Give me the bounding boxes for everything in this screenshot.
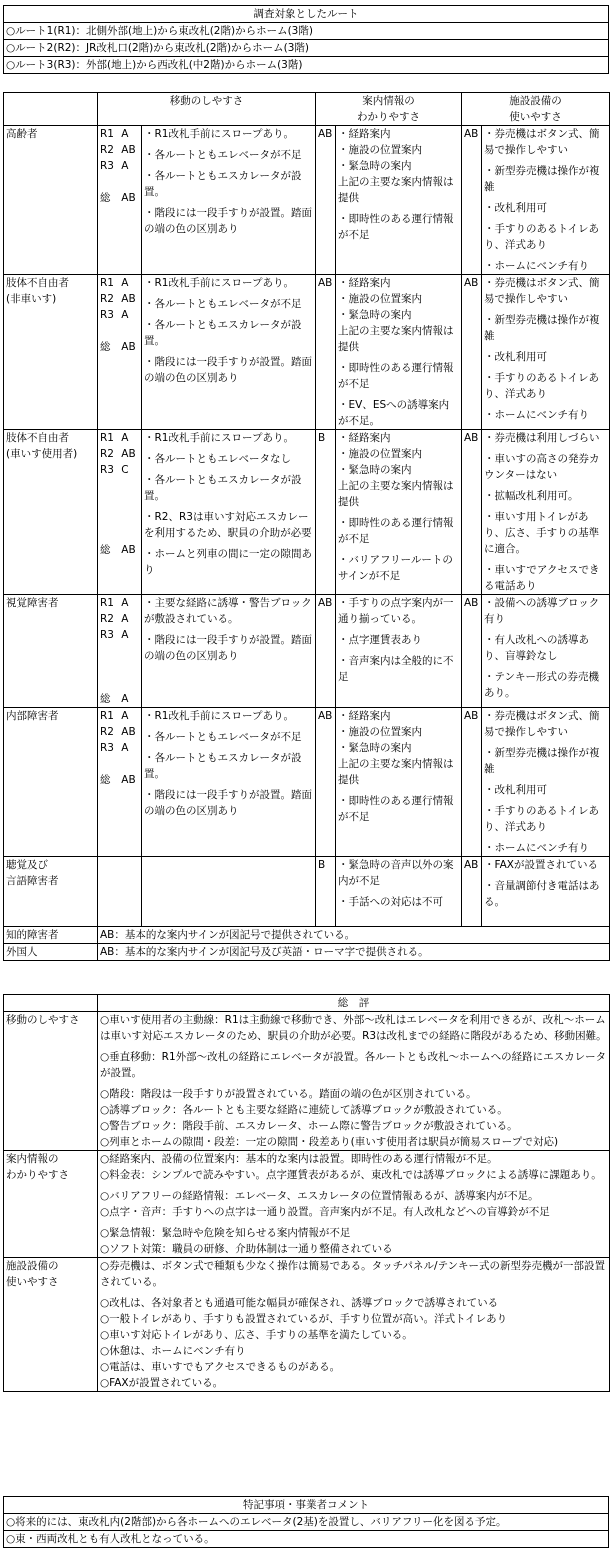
route-rating: A xyxy=(121,128,129,140)
info-grade: B xyxy=(316,857,336,927)
facility-grade: AB xyxy=(462,708,482,857)
facility-note: ・ホームにベンチ有り xyxy=(484,842,589,854)
footer-row xyxy=(4,927,610,944)
facility-note: ・新型券売機は操作が複雑 xyxy=(484,165,600,193)
row-label: 肢体不自由者 (車いす使用者) xyxy=(4,430,98,595)
mobility-note: ・階段には一段手すりが設置。踏面の端の色の区別あり xyxy=(144,789,312,817)
facility-note: ・テンキー形式の券売機あり。 xyxy=(484,671,599,699)
route-name: 総 xyxy=(100,192,111,204)
route-rating: AB xyxy=(121,726,136,738)
summary-paragraph: ○垂直移動：R1外部～改札の経路にエレベータが設置。各ルートとも改札～ホームへの経路にエスカレータが設置。 xyxy=(100,1051,607,1079)
info-notes xyxy=(336,708,462,857)
route-rating: A xyxy=(121,597,129,609)
route-grade xyxy=(100,724,139,740)
header-info: 案内情報の わかりやすさ xyxy=(316,93,462,126)
route-name: 総 xyxy=(100,341,111,353)
info-notes xyxy=(336,430,462,595)
grade-spacer xyxy=(100,675,139,691)
facility-note: ・券売機はボタン式、簡易で操作しやすい xyxy=(484,710,600,738)
facility-grade: AB xyxy=(462,595,482,708)
info-note: ・即時性のある運行情報が不足 xyxy=(338,362,454,390)
facility-note: ・ホームにベンチ有り xyxy=(484,260,589,272)
summary-paragraph: ○階段：階段は一段手すりが設置されている。踏面の端の色が区別されている。 ○誘導ブロック：各ルートとも主要な経路に連続して誘導ブロックが敷設されている。 ○警告ブロック：階段手前、エスカレータ、ホーム際に警告ブロックが敷設されている。 ○列車とホームの隙間・段差：一定の隙間・段差あり(車いす使用者は駅員が簡易スロープで対応) xyxy=(100,1088,559,1148)
route-name: R1 xyxy=(100,128,114,140)
route-rating: AB xyxy=(121,448,136,460)
eval-row xyxy=(4,275,610,430)
info-note: ・音声案内は全般的に不足 xyxy=(338,655,454,683)
row-label: 視覚障害者 xyxy=(4,595,98,708)
route-grade xyxy=(100,772,139,788)
route-name: R1 xyxy=(100,277,114,289)
summary-label: 移動のしやすさ xyxy=(4,1012,98,1151)
route-rating: A xyxy=(121,710,129,722)
route-grade xyxy=(100,611,139,627)
route-rating: A xyxy=(121,693,129,705)
info-note: ・経路案内 ・施設の位置案内 ・緊急時の案内 上記の主要な案内情報は提供 xyxy=(338,277,454,353)
facility-note: ・改札利用可 xyxy=(484,784,547,796)
route-rating: A xyxy=(121,277,129,289)
route-name: R2 xyxy=(100,293,114,305)
grade-spacer xyxy=(100,174,139,190)
route-grade xyxy=(100,126,139,142)
route-rating: A xyxy=(121,742,129,754)
route-grade xyxy=(100,339,139,355)
facility-note: ・音量調節付き電話はある。 xyxy=(484,880,600,908)
route-name: R1 xyxy=(100,710,114,722)
facility-grade: AB xyxy=(462,857,482,927)
mobility-note: ・R2、R3は車いす対応エスカレーを利用するため、駅員の介助が必要 xyxy=(144,511,312,539)
route-grade xyxy=(100,691,139,707)
facility-note: ・改札利用可 xyxy=(484,202,547,214)
mobility-notes xyxy=(142,708,316,857)
facility-note: ・券売機はボタン式、簡易で操作しやすい xyxy=(484,277,600,305)
info-notes xyxy=(336,275,462,430)
route-rating: A xyxy=(121,613,129,625)
header-blank xyxy=(4,93,98,126)
grade-spacer xyxy=(100,643,139,659)
eval-row xyxy=(4,708,610,857)
facility-note: ・券売機は利用しづらい xyxy=(484,432,600,444)
route-rating: A xyxy=(121,309,129,321)
summary-body xyxy=(98,1258,610,1392)
summary-table xyxy=(3,994,610,1392)
routes-header: 調査対象としたルート xyxy=(4,6,609,23)
summary-label: 施設設備の 使いやすさ xyxy=(4,1258,98,1392)
eval-row xyxy=(4,430,610,595)
mobility-notes xyxy=(142,126,316,275)
footer-label: 知的障害者 xyxy=(4,927,98,944)
facility-note: ・車いすでアクセスできる電話あり xyxy=(484,564,600,592)
mobility-note: ・階段には一段手すりが設置。踏面の端の色の区別あり xyxy=(144,634,312,662)
route-grade xyxy=(100,430,139,446)
info-notes xyxy=(336,857,462,927)
route-name: 総 xyxy=(100,774,111,786)
comments-table xyxy=(3,1496,609,1548)
grade-spacer xyxy=(100,659,139,675)
route-name: R1 xyxy=(100,597,114,609)
facility-note: ・新型券売機は操作が複雑 xyxy=(484,747,600,775)
route-rating: A xyxy=(121,432,129,444)
info-grade: AB xyxy=(316,126,336,275)
mobility-grades xyxy=(98,430,142,595)
route-grade xyxy=(100,542,139,558)
summary-row xyxy=(4,1012,610,1151)
route-grade xyxy=(100,446,139,462)
footer-text: AB：基本的な案内サインが図記号で提供されている。 xyxy=(98,927,610,944)
route-name: R1 xyxy=(100,432,114,444)
routes-table xyxy=(3,5,609,74)
route-name: R2 xyxy=(100,448,114,460)
mobility-note: ・R1改札手前にスロープあり。 xyxy=(144,277,294,289)
facility-note: ・券売機はボタン式、簡易で操作しやすい xyxy=(484,128,600,156)
mobility-grades xyxy=(98,595,142,708)
mobility-note: ・各ルートともエスカレータが設置。 xyxy=(144,474,302,502)
mobility-note: ・R1改札手前にスロープあり。 xyxy=(144,432,294,444)
route-grade xyxy=(100,307,139,323)
eval-row xyxy=(4,126,610,275)
route-grade xyxy=(100,595,139,611)
summary-paragraph: ○緊急情報：緊急時や危険を知らせる案内情報が不足 ○ソフト対策：職員の研修、介助体制は一通り整備されている xyxy=(100,1227,393,1255)
mobility-note: ・各ルートともエスカレータが設置。 xyxy=(144,319,302,347)
route-grade xyxy=(100,740,139,756)
facility-note: ・車いすの高さの発券カウンターはない xyxy=(484,453,600,481)
facility-grade: AB xyxy=(462,430,482,595)
summary-paragraph: ○改札は、各対象者とも通過可能な幅員が確保され、誘導ブロックで誘導されている ○一般トイレがあり、手すりも設置されているが、手すり位置が高い。洋式トイレあり ○車いす対応トイレがあり、広さ、手すりの基準を満たしている。 ○休憩は、ホームにベンチ有り ○電話は、車いすでもアクセスできるものがある。 ○FAXが設置されている。 xyxy=(100,1297,508,1389)
route-2: ○ルート2(R2)：JR改札口(2階)から東改札(2階)からホーム(3階) xyxy=(4,40,609,57)
info-note: ・手すりの点字案内が一通り揃っている。 xyxy=(338,597,454,625)
route-grade xyxy=(100,190,139,206)
route-1: ○ルート1(R1)：北側外部(地上)から東改札(2階)からホーム(3階) xyxy=(4,23,609,40)
route-name: R2 xyxy=(100,613,114,625)
mobility-note: ・各ルートともエスカレータが設置。 xyxy=(144,752,302,780)
facility-note: ・有人改札への誘導あり、盲導鈴なし xyxy=(484,634,589,662)
route-grade xyxy=(100,462,139,478)
header-facility: 施設設備の 使いやすさ xyxy=(462,93,610,126)
facility-note: ・車いす用トイレがあり、広さ、手すりの基準に適合。 xyxy=(484,511,600,555)
summary-body xyxy=(98,1012,610,1151)
route-grade xyxy=(100,275,139,291)
info-note: ・経路案内 ・施設の位置案内 ・緊急時の案内 上記の主要な案内情報は提供 xyxy=(338,710,454,786)
facility-note: ・新型券売機は操作が複雑 xyxy=(484,314,600,342)
mobility-note: ・各ルートともエスカレータが設置。 xyxy=(144,170,302,198)
route-rating: AB xyxy=(121,774,136,786)
row-label: 高齢者 xyxy=(4,126,98,275)
grade-spacer xyxy=(100,323,139,339)
facility-note: ・手すりのあるトイレあり、洋式あり xyxy=(484,372,599,400)
route-name: R2 xyxy=(100,144,114,156)
route-rating: AB xyxy=(121,144,136,156)
grade-spacer xyxy=(100,494,139,510)
mobility-note: ・主要な経路に誘導・警告ブロックが敷設されている。 xyxy=(144,597,312,625)
eval-row xyxy=(4,595,610,708)
info-note: ・経路案内 ・施設の位置案内 ・緊急時の案内 上記の主要な案内情報は提供 xyxy=(338,432,454,508)
info-note: ・バリアフリールートのサインが不足 xyxy=(338,554,453,582)
summary-paragraph: ○車いす使用者の主動線：R1は主動線で移動でき、外部～改札はエレベータを利用できるが、改札～ホームは車いす対応エスカレータのため、駅員の介助が必要。R3は改札までの経路に階段があるため、移動困難。 xyxy=(100,1014,607,1042)
mobility-notes xyxy=(142,275,316,430)
route-name: R3 xyxy=(100,160,114,172)
mobility-grades xyxy=(98,126,142,275)
grade-spacer xyxy=(100,510,139,526)
facility-note: ・手すりのあるトイレあり、洋式あり xyxy=(484,805,599,833)
route-rating: A xyxy=(121,629,129,641)
route-name: R3 xyxy=(100,742,114,754)
mobility-grades xyxy=(98,857,142,927)
facility-note: ・改札利用可 xyxy=(484,351,547,363)
facility-note: ・設備への誘導ブロック有り xyxy=(484,597,600,625)
route-rating: C xyxy=(121,464,129,476)
row-label: 内部障害者 xyxy=(4,708,98,857)
mobility-notes xyxy=(142,430,316,595)
mobility-note: ・各ルートともエレベータが不足 xyxy=(144,298,302,310)
mobility-note: ・R1改札手前にスロープあり。 xyxy=(144,128,294,140)
header-mobility: 移動のしやすさ xyxy=(98,93,316,126)
mobility-grades xyxy=(98,708,142,857)
mobility-note: ・階段には一段手すりが設置。踏面の端の色の区別あり xyxy=(144,356,312,384)
info-note: ・EV、ESへの誘導案内が不足。 xyxy=(338,399,450,427)
facility-notes xyxy=(482,595,610,708)
grade-spacer xyxy=(100,526,139,542)
mobility-note: ・R1改札手前にスロープあり。 xyxy=(144,710,294,722)
footer-label: 外国人 xyxy=(4,944,98,961)
footer-row xyxy=(4,944,610,961)
footer-text: AB：基本的な案内サインが図記号及び英語・ローマ字で提供される。 xyxy=(98,944,610,961)
mobility-notes xyxy=(142,857,316,927)
route-grade xyxy=(100,627,139,643)
comment-2: ○東・西両改札とも有人改札となっている。 xyxy=(4,1531,609,1548)
info-notes xyxy=(336,126,462,275)
summary-body xyxy=(98,1151,610,1258)
info-note: ・経路案内 ・施設の位置案内 ・緊急時の案内 上記の主要な案内情報は提供 xyxy=(338,128,454,204)
info-note: ・即時性のある運行情報が不足 xyxy=(338,795,454,823)
mobility-note: ・ホームと列車の間に一定の隙間あり xyxy=(144,548,312,576)
route-name: R2 xyxy=(100,726,114,738)
summary-paragraph: ○経路案内、設備の位置案内：基本的な案内は設置。即時性のある運行情報が不足。 ○料金表：シンプルで読みやすい。点字運賃表があるが、東改札では誘導ブロックによる誘導に課題あり。 xyxy=(100,1153,602,1181)
row-label: 聴覚及び 言語障害者 xyxy=(4,857,98,927)
route-grade xyxy=(100,142,139,158)
route-rating: AB xyxy=(121,341,136,353)
info-note: ・緊急時の音声以外の案内が不足 xyxy=(338,859,454,887)
summary-row xyxy=(4,1258,610,1392)
info-notes xyxy=(336,595,462,708)
facility-note: ・FAXが設置されている xyxy=(484,859,598,871)
comment-1: ○将来的には、東改札内(2階部)から各ホームへのエレベータ(2基)を設置し、バリアフリー化を図る予定。 xyxy=(4,1514,609,1531)
facility-note: ・手すりのあるトイレあり、洋式あり xyxy=(484,223,599,251)
grade-spacer xyxy=(100,756,139,772)
route-rating: AB xyxy=(121,544,136,556)
facility-notes xyxy=(482,275,610,430)
info-note: ・即時性のある運行情報が不足 xyxy=(338,213,454,241)
route-rating: AB xyxy=(121,192,136,204)
route-grade xyxy=(100,708,139,724)
grade-spacer xyxy=(100,478,139,494)
facility-notes xyxy=(482,708,610,857)
summary-paragraph: ○券売機は、ボタン式で種類も少なく操作は簡易である。タッチパネル/テンキー式の新型券売機が一部設置されている。 xyxy=(100,1260,606,1288)
route-rating: A xyxy=(121,160,129,172)
mobility-notes xyxy=(142,595,316,708)
facility-grade: AB xyxy=(462,275,482,430)
info-grade: AB xyxy=(316,275,336,430)
summary-header-blank xyxy=(4,995,98,1012)
facility-grade: AB xyxy=(462,126,482,275)
row-label: 肢体不自由者 (非車いす) xyxy=(4,275,98,430)
facility-notes xyxy=(482,126,610,275)
facility-note: ・拡幅改札利用可。 xyxy=(484,490,579,502)
route-name: 総 xyxy=(100,544,111,556)
summary-header: 総 評 xyxy=(98,995,610,1012)
route-name: R3 xyxy=(100,464,114,476)
facility-notes xyxy=(482,430,610,595)
info-note: ・点字運賃表あり xyxy=(338,634,422,646)
info-grade: AB xyxy=(316,708,336,857)
summary-row xyxy=(4,1151,610,1258)
mobility-note: ・各ルートともエレベータなし xyxy=(144,453,291,465)
facility-notes xyxy=(482,857,610,927)
route-name: R3 xyxy=(100,629,114,641)
route-name: 総 xyxy=(100,693,111,705)
route-3: ○ルート3(R3)：外部(地上)から西改札(中2階)からホーム(3階) xyxy=(4,57,609,74)
info-grade: AB xyxy=(316,595,336,708)
facility-note: ・ホームにベンチ有り xyxy=(484,409,589,421)
info-grade: B xyxy=(316,430,336,595)
summary-paragraph: ○バリアフリーの経路情報：エレベータ、エスカレータの位置情報あるが、誘導案内が不足。 ○点字・音声：手すりへの点字は一通り設置。音声案内が不足。有人改札などへの盲導鈴が不足 xyxy=(100,1190,550,1218)
mobility-note: ・階段には一段手すりが設置。踏面の端の色の区別あり xyxy=(144,207,312,235)
comments-header: 特記事項・事業者コメント xyxy=(4,1497,609,1514)
info-note: ・手話への対応は不可 xyxy=(338,896,443,908)
route-grade xyxy=(100,291,139,307)
route-name: R3 xyxy=(100,309,114,321)
info-note: ・即時性のある運行情報が不足 xyxy=(338,517,454,545)
mobility-note: ・各ルートともエレベータが不足 xyxy=(144,149,302,161)
mobility-grades xyxy=(98,275,142,430)
route-rating: AB xyxy=(121,293,136,305)
summary-label: 案内情報の わかりやすさ xyxy=(4,1151,98,1258)
route-grade xyxy=(100,158,139,174)
eval-row xyxy=(4,857,610,927)
mobility-note: ・各ルートともエレベータが不足 xyxy=(144,731,302,743)
evaluation-table xyxy=(3,92,610,961)
